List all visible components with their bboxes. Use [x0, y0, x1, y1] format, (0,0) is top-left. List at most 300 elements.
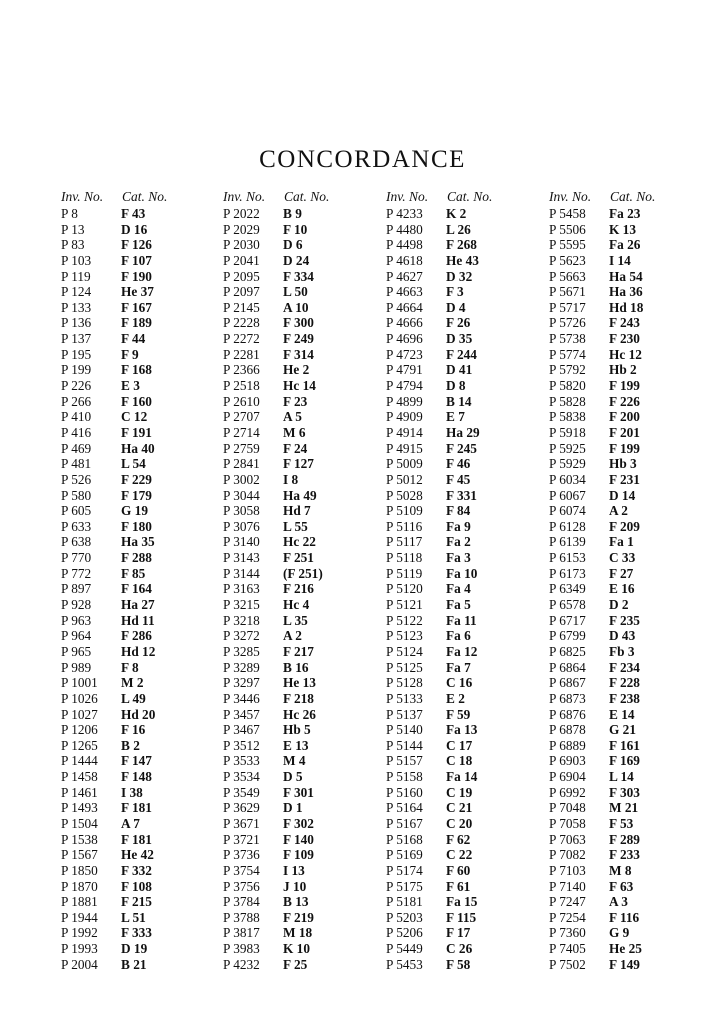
list-item: [386, 613, 492, 629]
list-item: [61, 628, 167, 644]
inv-no: P 3671: [223, 815, 260, 831]
cat-no: F 164: [121, 581, 152, 597]
list-item: [223, 644, 329, 660]
inv-no: P 13: [61, 221, 85, 237]
inv-no: P 4498: [386, 237, 423, 253]
inv-no: P 7140: [549, 878, 586, 894]
inv-no: P 5925: [549, 440, 586, 456]
list-item: [61, 769, 167, 785]
cat-no: I 13: [283, 862, 305, 878]
list-item: [61, 785, 167, 801]
list-item: [386, 534, 492, 550]
cat-no: He 2: [283, 362, 310, 378]
inv-no: P 3044: [223, 487, 260, 503]
inv-no: P 6992: [549, 784, 586, 800]
cat-no: F 17: [446, 925, 471, 941]
inv-no-header: Inv. No.: [549, 189, 592, 204]
cat-no: G 21: [609, 722, 636, 738]
inv-no: P 124: [61, 284, 92, 300]
list-item: [223, 237, 329, 253]
list-item: [61, 394, 167, 410]
list-item: [549, 738, 655, 754]
list-item: [549, 534, 655, 550]
list-item: [549, 957, 655, 973]
column-header: [223, 189, 329, 206]
list-item: [549, 941, 655, 957]
inv-no: P 5449: [386, 941, 423, 957]
cat-no: F 218: [283, 690, 314, 706]
inv-no: P 4696: [386, 331, 423, 347]
list-item: [61, 519, 167, 535]
list-item: [549, 894, 655, 910]
inv-no: P 3289: [223, 659, 260, 675]
list-item: [549, 644, 655, 660]
cat-no: L 54: [121, 456, 146, 472]
list-item: [386, 378, 492, 394]
cat-no: I 38: [121, 784, 143, 800]
list-item: [386, 941, 492, 957]
list-item: [223, 816, 329, 832]
cat-no: F 179: [121, 487, 152, 503]
inv-no: P 3754: [223, 862, 260, 878]
list-item: [386, 269, 492, 285]
list-item: [61, 315, 167, 331]
inv-no: P 5792: [549, 362, 586, 378]
list-item: [549, 691, 655, 707]
inv-no: P 6889: [549, 737, 586, 753]
list-item: [549, 503, 655, 519]
list-item: [549, 597, 655, 613]
cat-no: B 16: [283, 659, 309, 675]
list-item: [61, 660, 167, 676]
cat-no: A 2: [609, 503, 628, 519]
inv-no: P 3817: [223, 925, 260, 941]
cat-no: F 109: [283, 847, 314, 863]
cat-no: F 25: [283, 956, 308, 972]
list-item: [549, 785, 655, 801]
cat-no: B 13: [283, 894, 309, 910]
cat-no: F 10: [283, 221, 308, 237]
inv-no: P 266: [61, 393, 92, 409]
list-item: [549, 456, 655, 472]
cat-no: K 2: [446, 206, 467, 221]
inv-no: P 6799: [549, 628, 586, 644]
cat-no: E 3: [121, 378, 140, 394]
inv-no: P 2281: [223, 346, 260, 362]
list-item: [223, 675, 329, 691]
inv-no: P 770: [61, 550, 92, 566]
inv-no: P 1881: [61, 894, 98, 910]
list-item: [223, 894, 329, 910]
list-item: [61, 566, 167, 582]
cat-no: Fa 10: [446, 565, 478, 581]
cat-no: F 243: [609, 315, 640, 331]
inv-no: P 5012: [386, 471, 423, 487]
inv-no: P 5133: [386, 690, 423, 706]
cat-no: B 9: [283, 206, 302, 221]
cat-no: L 26: [446, 221, 471, 237]
cat-no: F 107: [121, 252, 152, 268]
cat-no: Fb 3: [609, 643, 635, 659]
inv-no: P 1458: [61, 769, 98, 785]
cat-no: E 2: [446, 690, 465, 706]
cat-no: D 19: [121, 941, 148, 957]
list-item: [61, 503, 167, 519]
inv-no: P 5121: [386, 597, 423, 613]
inv-no: P 5453: [386, 956, 423, 972]
cat-no: F 62: [446, 831, 471, 847]
inv-no: P 410: [61, 409, 92, 425]
inv-no: P 4794: [386, 378, 423, 394]
inv-no: P 7103: [549, 862, 586, 878]
list-item: [549, 315, 655, 331]
cat-no: D 1: [283, 800, 303, 816]
inv-no: P 2714: [223, 424, 260, 440]
cat-no: Fa 14: [446, 769, 478, 785]
cat-no: Fa 23: [609, 206, 641, 221]
inv-no: P 3534: [223, 769, 260, 785]
list-item: [61, 269, 167, 285]
cat-no: Ha 54: [609, 268, 643, 284]
cat-no: Ha 35: [121, 534, 155, 550]
inv-no: P 6349: [549, 581, 586, 597]
inv-no: P 4232: [223, 956, 260, 972]
inv-no: P 1850: [61, 862, 98, 878]
inv-no: P 1538: [61, 831, 98, 847]
inv-no: P 5506: [549, 221, 586, 237]
cat-no: B 2: [121, 737, 140, 753]
list-item: [386, 284, 492, 300]
cat-no: L 14: [609, 769, 634, 785]
inv-no: P 83: [61, 237, 85, 253]
list-item: [61, 222, 167, 238]
inv-no: P 1992: [61, 925, 98, 941]
inv-no: P 5717: [549, 299, 586, 315]
inv-no: P 772: [61, 565, 92, 581]
list-item: [61, 378, 167, 394]
inv-no: P 2759: [223, 440, 260, 456]
list-item: [386, 707, 492, 723]
cat-no: M 18: [283, 925, 313, 941]
list-item: [386, 347, 492, 363]
cat-no: F 24: [283, 440, 308, 456]
list-item: [223, 550, 329, 566]
cat-no: F 160: [121, 393, 152, 409]
cat-no: Ha 49: [283, 487, 317, 503]
cat-no: K 13: [609, 221, 636, 237]
list-item: [223, 284, 329, 300]
cat-no: F 289: [609, 831, 640, 847]
cat-no: D 2: [609, 597, 629, 613]
list-item: [549, 863, 655, 879]
cat-no: A 7: [121, 815, 140, 831]
cat-no: C 12: [121, 409, 148, 425]
inv-no: P 2841: [223, 456, 260, 472]
cat-no: F 8: [121, 659, 139, 675]
inv-no: P 4914: [386, 424, 423, 440]
inv-no: P 3736: [223, 847, 260, 863]
list-item: [61, 456, 167, 472]
list-item: [61, 331, 167, 347]
list-item: [386, 847, 492, 863]
inv-no: P 2228: [223, 315, 260, 331]
inv-no: P 3144: [223, 565, 260, 581]
list-item: [61, 550, 167, 566]
cat-no: L 35: [283, 612, 308, 628]
inv-no: P 6867: [549, 675, 586, 691]
cat-no: F 288: [121, 550, 152, 566]
cat-no: Hb 2: [609, 362, 637, 378]
inv-no: P 3788: [223, 909, 260, 925]
list-item: [549, 613, 655, 629]
cat-no: E 16: [609, 581, 635, 597]
cat-no: F 168: [121, 362, 152, 378]
cat-no: Hc 22: [283, 534, 316, 550]
list-item: [61, 707, 167, 723]
inv-no: P 1993: [61, 941, 98, 957]
cat-no: C 20: [446, 815, 473, 831]
inv-no: P 5169: [386, 847, 423, 863]
inv-no: P 1026: [61, 690, 98, 706]
cat-no: Fa 3: [446, 550, 471, 566]
inv-no: P 3457: [223, 706, 260, 722]
list-item: [386, 425, 492, 441]
list-item: [223, 879, 329, 895]
column-rows: [223, 206, 329, 972]
inv-no: P 5458: [549, 206, 586, 221]
cat-no: F 215: [121, 894, 152, 910]
cat-no: F 126: [121, 237, 152, 253]
cat-no: F 268: [446, 237, 477, 253]
list-item: [223, 832, 329, 848]
inv-no: P 416: [61, 424, 92, 440]
list-item: [61, 644, 167, 660]
inv-no: P 5119: [386, 565, 423, 581]
list-item: [223, 472, 329, 488]
list-item: [549, 519, 655, 535]
list-item: [386, 472, 492, 488]
list-item: [549, 675, 655, 691]
cat-no: Fa 13: [446, 722, 478, 738]
inv-no-header: Inv. No.: [61, 189, 104, 204]
cat-no: F 234: [609, 659, 640, 675]
list-item: [61, 347, 167, 363]
cat-no: F 140: [283, 831, 314, 847]
cat-no: F 199: [609, 378, 640, 394]
cat-no: M 6: [283, 424, 306, 440]
inv-no: P 4664: [386, 299, 423, 315]
inv-no: P 4663: [386, 284, 423, 300]
cat-no: D 6: [283, 237, 303, 253]
cat-no: Ha 29: [446, 424, 480, 440]
inv-no: P 5167: [386, 815, 423, 831]
cat-no: F 169: [609, 753, 640, 769]
inv-no: P 481: [61, 456, 92, 472]
inv-no: P 3549: [223, 784, 260, 800]
list-item: [386, 300, 492, 316]
list-item: [61, 425, 167, 441]
list-item: [223, 206, 329, 222]
inv-no: P 5140: [386, 722, 423, 738]
cat-no: F 27: [609, 565, 634, 581]
list-item: [223, 660, 329, 676]
list-item: [386, 597, 492, 613]
list-item: [549, 425, 655, 441]
cat-no: Hd 18: [609, 299, 644, 315]
inv-no: P 4915: [386, 440, 423, 456]
cat-no: F 148: [121, 769, 152, 785]
inv-no: P 3297: [223, 675, 260, 691]
list-item: [386, 488, 492, 504]
list-item: [61, 472, 167, 488]
list-item: [223, 566, 329, 582]
cat-no: B 14: [446, 393, 472, 409]
cat-no: Hb 3: [609, 456, 637, 472]
inv-no: P 2610: [223, 393, 260, 409]
inv-no: P 4618: [386, 252, 423, 268]
inv-no: P 5671: [549, 284, 586, 300]
cat-no: Fa 7: [446, 659, 471, 675]
list-item: [549, 300, 655, 316]
cat-no: (F 251): [283, 565, 323, 581]
list-item: [549, 222, 655, 238]
list-item: [223, 269, 329, 285]
inv-no: P 5164: [386, 800, 423, 816]
list-item: [61, 738, 167, 754]
inv-no: P 6578: [549, 597, 586, 613]
inv-no: P 5137: [386, 706, 423, 722]
cat-no: C 19: [446, 784, 473, 800]
inv-no: P 2022: [223, 206, 260, 221]
cat-no: F 314: [283, 346, 314, 362]
list-item: [61, 253, 167, 269]
list-item: [223, 331, 329, 347]
list-item: [386, 879, 492, 895]
inv-no: P 7360: [549, 925, 586, 941]
list-item: [549, 832, 655, 848]
list-item: [386, 800, 492, 816]
cat-no: He 42: [121, 847, 154, 863]
cat-no: C 16: [446, 675, 473, 691]
cat-no: C 22: [446, 847, 473, 863]
list-item: [386, 832, 492, 848]
list-item: [61, 488, 167, 504]
list-item: [549, 441, 655, 457]
inv-no: P 3215: [223, 597, 260, 613]
list-item: [223, 910, 329, 926]
list-item: [386, 519, 492, 535]
list-item: [223, 503, 329, 519]
inv-no: P 3285: [223, 643, 260, 659]
inv-no: P 8: [61, 206, 78, 221]
list-item: [549, 269, 655, 285]
list-item: [549, 628, 655, 644]
cat-no: F 63: [609, 878, 634, 894]
inv-no: P 2041: [223, 252, 260, 268]
inv-no: P 5144: [386, 737, 423, 753]
list-item: [386, 660, 492, 676]
cat-no: L 50: [283, 284, 308, 300]
list-item: [61, 691, 167, 707]
list-item: [223, 925, 329, 941]
cat-no: F 226: [609, 393, 640, 409]
list-item: [223, 847, 329, 863]
cat-no: Fa 1: [609, 534, 634, 550]
list-item: [61, 847, 167, 863]
cat-no: F 216: [283, 581, 314, 597]
inv-no: P 6904: [549, 769, 586, 785]
cat-no: M 21: [609, 800, 639, 816]
cat-no: Fa 5: [446, 597, 471, 613]
cat-no-header: Cat. No.: [447, 189, 493, 204]
cat-no: Ha 27: [121, 597, 155, 613]
list-item: [386, 738, 492, 754]
column-header: [549, 189, 655, 206]
inv-no: P 1870: [61, 878, 98, 894]
inv-no: P 2029: [223, 221, 260, 237]
list-item: [386, 550, 492, 566]
inv-no: P 2518: [223, 378, 260, 394]
inv-no: P 7058: [549, 815, 586, 831]
cat-no: F 217: [283, 643, 314, 659]
inv-no: P 2272: [223, 331, 260, 347]
list-item: [386, 816, 492, 832]
cat-no: Hd 11: [121, 612, 155, 628]
cat-no: F 229: [121, 471, 152, 487]
cat-no: F 200: [609, 409, 640, 425]
cat-no: Hc 14: [283, 378, 316, 394]
inv-no: P 2095: [223, 268, 260, 284]
list-item: [61, 362, 167, 378]
cat-no: A 3: [609, 894, 628, 910]
list-item: [549, 722, 655, 738]
inv-no: P 3218: [223, 612, 260, 628]
list-item: [223, 613, 329, 629]
list-item: [223, 300, 329, 316]
list-item: [61, 832, 167, 848]
concordance-column-4: [549, 189, 655, 972]
cat-no: F 9: [121, 346, 139, 362]
list-item: [549, 378, 655, 394]
list-item: [549, 566, 655, 582]
cat-no: F 219: [283, 909, 314, 925]
inv-no: P 3467: [223, 722, 260, 738]
cat-no: F 244: [446, 346, 477, 362]
cat-no: F 44: [121, 331, 146, 347]
cat-no: Hd 7: [283, 503, 311, 519]
list-item: [223, 738, 329, 754]
inv-no: P 5123: [386, 628, 423, 644]
list-item: [386, 628, 492, 644]
list-item: [386, 503, 492, 519]
list-item: [61, 675, 167, 691]
cat-no: Fa 4: [446, 581, 471, 597]
inv-no: P 7063: [549, 831, 586, 847]
cat-no: Fa 12: [446, 643, 478, 659]
inv-no: P 963: [61, 612, 92, 628]
cat-no: A 10: [283, 299, 309, 315]
inv-no: P 2707: [223, 409, 260, 425]
cat-no: D 24: [283, 252, 310, 268]
list-item: [386, 925, 492, 941]
inv-no: P 119: [61, 268, 91, 284]
inv-no: P 4723: [386, 346, 423, 362]
cat-no: F 286: [121, 628, 152, 644]
cat-no: C 33: [609, 550, 636, 566]
inv-no: P 2145: [223, 299, 260, 315]
list-item: [386, 253, 492, 269]
cat-no: F 115: [446, 909, 477, 925]
